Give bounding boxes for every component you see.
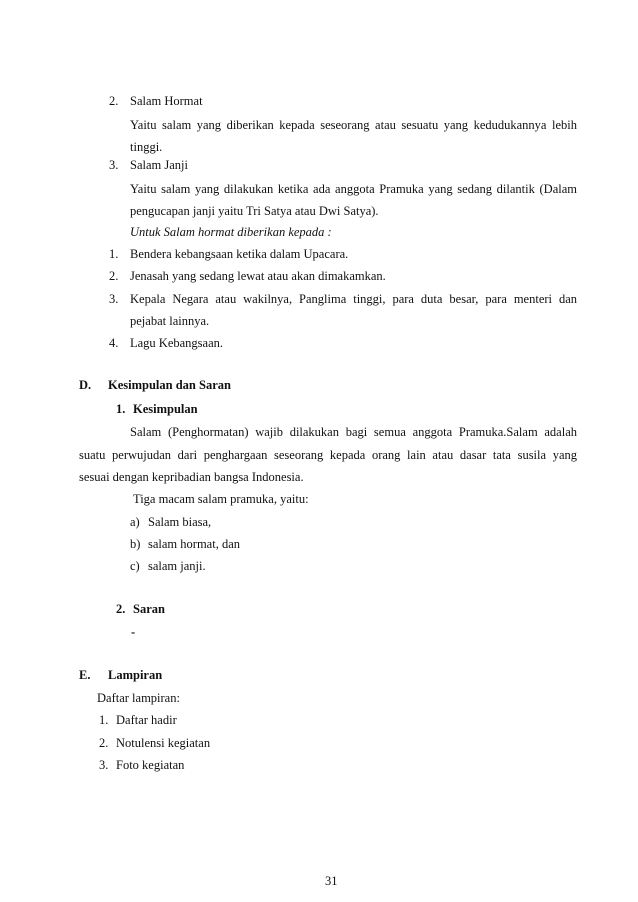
subsection-number: 2. — [116, 602, 126, 616]
list-number: 3. — [109, 292, 119, 306]
paragraph-line: Yaitu salam yang diberikan kepada seseorang atau sesuatu yang kedudukannya lebih — [130, 118, 577, 132]
paragraph: Tiga macam salam pramuka, yaitu: — [133, 492, 309, 506]
list-number: 2. — [99, 736, 109, 750]
list-item: Salam biasa, — [148, 515, 212, 529]
subsection-number: 1. — [116, 402, 126, 416]
paragraph-line: suatu perwujudan dari penghargaan seseorang kepada orang lain atau dasar tata susila yang — [79, 448, 577, 462]
paragraph: Daftar lampiran: — [97, 691, 180, 705]
list-item: Notulensi kegiatan — [116, 736, 211, 750]
subheading-italic: Untuk Salam hormat diberikan kepada : — [130, 225, 332, 239]
list-item-title: Salam Janji — [130, 158, 188, 172]
subsection-heading: Kesimpulan — [133, 402, 198, 416]
section-letter: E. — [79, 668, 91, 682]
list-number: c) — [130, 559, 140, 573]
section-heading: Lampiran — [108, 668, 163, 682]
list-number: 3. — [99, 758, 109, 772]
list-item: Kepala Negara atau wakilnya, Panglima tinggi, para duta besar, para menteri dan — [130, 292, 577, 306]
list-number: 4. — [109, 336, 119, 350]
list-item: Lagu Kebangsaan. — [130, 336, 224, 350]
section-heading: Kesimpulan dan Saran — [108, 378, 231, 392]
list-number: 2. — [109, 269, 119, 283]
list-item: Foto kegiatan — [116, 758, 185, 772]
list-item: salam hormat, dan — [148, 537, 240, 551]
list-number: 2. — [109, 94, 119, 108]
list-number: 3. — [109, 158, 119, 172]
list-number: b) — [130, 537, 141, 551]
list-item: Daftar hadir — [116, 713, 177, 727]
list-item: Jenasah yang sedang lewat atau akan dimakamkan. — [130, 269, 386, 283]
paragraph: - — [131, 625, 136, 639]
paragraph-line: Salam (Penghormatan) wajib dilakukan bagi semua anggota Pramuka.Salam adalah — [130, 425, 577, 439]
paragraph-line: pengucapan janji yaitu Tri Satya atau Dwi Satya). — [130, 204, 379, 218]
list-number: 1. — [99, 713, 109, 727]
list-item-continuation: pejabat lainnya. — [130, 314, 210, 328]
list-item-title: Salam Hormat — [130, 94, 203, 108]
page-number: 31 — [325, 874, 338, 888]
section-letter: D. — [79, 378, 92, 392]
list-item: Bendera kebangsaan ketika dalam Upacara. — [130, 247, 349, 261]
paragraph-line: tinggi. — [130, 140, 163, 154]
paragraph-line: sesuai dengan kepribadian bangsa Indonesia. — [79, 470, 304, 484]
paragraph-line: Yaitu salam yang dilakukan ketika ada anggota Pramuka yang sedang dilantik (Dalam — [130, 182, 577, 196]
list-number: 1. — [109, 247, 119, 261]
list-number: a) — [130, 515, 140, 529]
subsection-heading: Saran — [133, 602, 165, 616]
list-item: salam janji. — [148, 559, 206, 573]
